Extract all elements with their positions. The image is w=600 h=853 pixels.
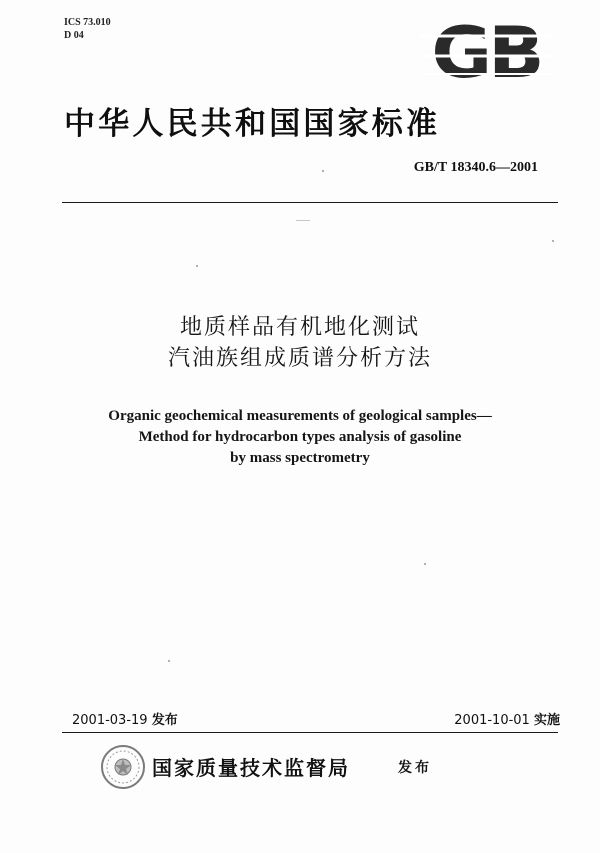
standard-number: GB/T 18340.6—2001 <box>413 160 538 175</box>
publisher-action: 发布 <box>398 760 432 776</box>
english-title <box>0 406 600 469</box>
issue-date-value: 2001-03-19 <box>72 713 148 728</box>
english-title-line-2: Method for hydrocarbon types analysis of gasoline <box>138 429 462 445</box>
scan-speck <box>296 220 310 221</box>
scan-speck <box>196 265 198 267</box>
scan-speck <box>424 563 426 565</box>
scan-speck <box>322 170 324 172</box>
implementation-date-value: 2001-10-01 <box>454 713 530 728</box>
classification-codes <box>64 16 111 42</box>
scan-speck <box>168 660 170 662</box>
ics-code: ICS 73.010 <box>64 17 111 28</box>
chinese-title <box>0 312 600 374</box>
seal-icon <box>100 744 146 790</box>
english-title-line-1: Organic geochemical measurements of geological samples— <box>108 408 492 424</box>
gb-logo <box>416 16 556 86</box>
english-title-line-3: by mass spectrometry <box>230 450 370 466</box>
header-divider <box>62 202 558 203</box>
implementation-date <box>454 709 560 728</box>
chinese-title-line-2: 汽油族组成质谱分析方法 <box>167 346 432 371</box>
chinese-title-line-1: 地质样品有机地化测试 <box>179 315 420 340</box>
publisher-name: 国家质量技术监督局 <box>152 756 350 780</box>
implementation-date-label: 实施 <box>533 713 560 728</box>
issue-date <box>72 709 178 728</box>
scan-speck <box>552 240 554 242</box>
ccs-code: D 04 <box>64 30 84 41</box>
national-standard-title: 中华人民共和国国家标准 <box>64 106 441 142</box>
svg-text:GB: GB <box>431 16 541 86</box>
footer-divider <box>62 732 558 733</box>
issue-date-label: 发布 <box>151 713 178 728</box>
